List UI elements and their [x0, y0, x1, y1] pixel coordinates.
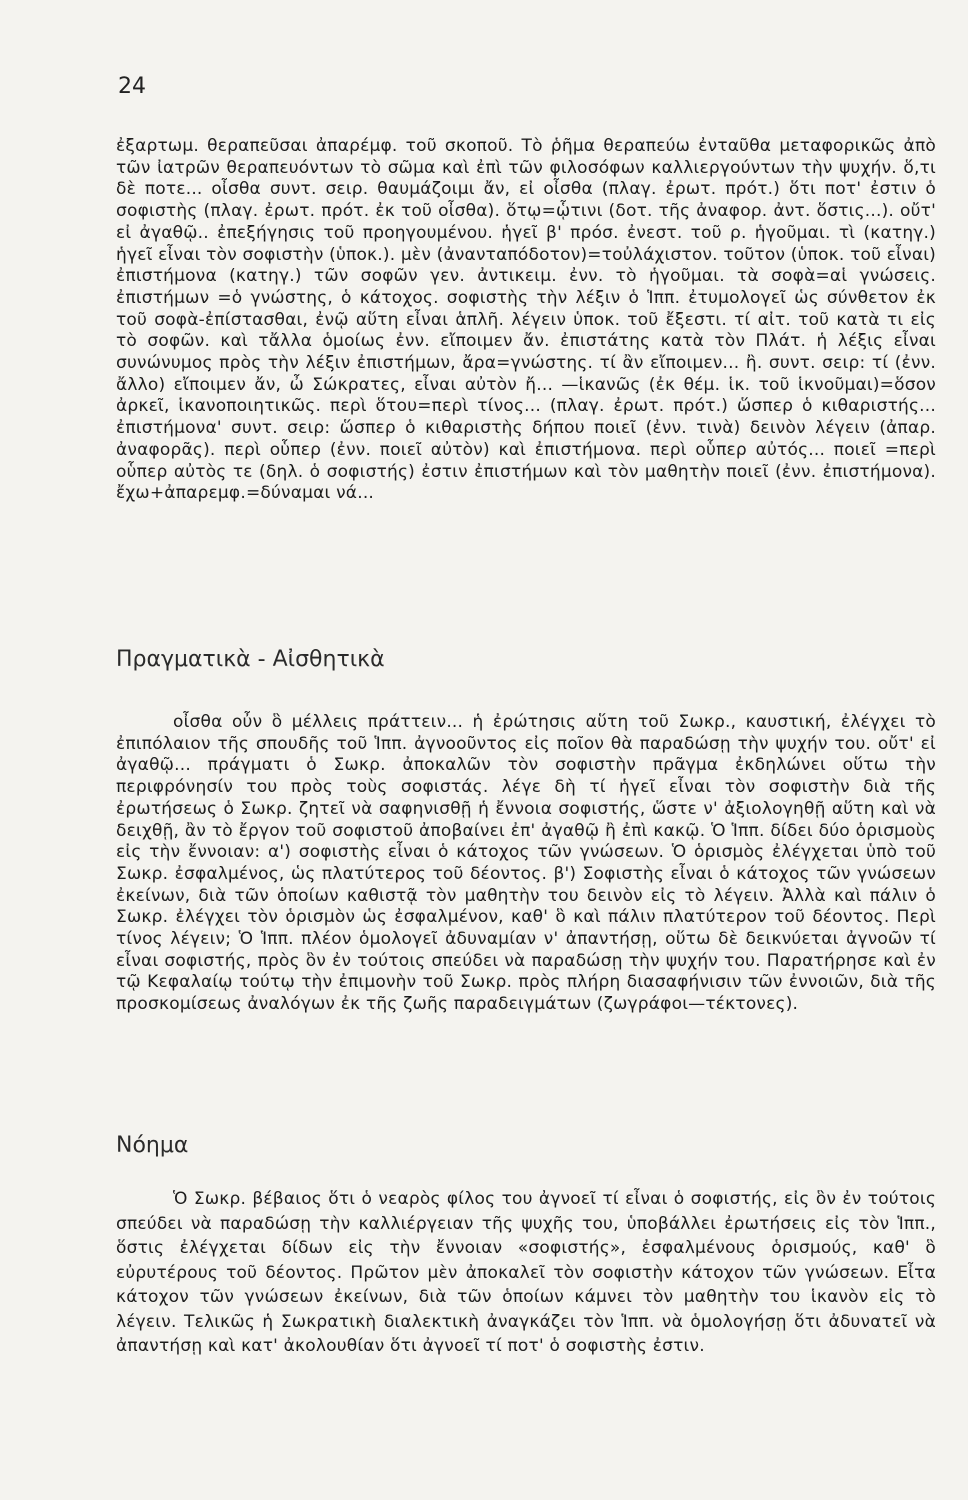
section-heading-realia: Πραγματικὰ - Αἰσθητικὰ	[116, 647, 385, 672]
page-number: 24	[118, 74, 146, 99]
commentary-paragraph: ἐξαρτωμ. θεραπεῦσαι ἀπαρέμφ. τοῦ σκοποῦ. Τὸ ῥῆμα θεραπεύω ἐνταῦθα μεταφορικῶς ἀπὸ τῶν ἰατρῶν θεραπευόντων τὸ σῶμα καὶ ἐπὶ τῶν φιλοσόφων καλλιεργούντων τὴν ψυχήν. ὅ,τι δὲ ποτε... οἶσθα συντ. σειρ. θαυμάζοιμι ἄν, εἰ οἶσθα (πλαγ. ἐρωτ. πρότ.) ὅτι ποτ' ἐστιν ὁ σοφιστὴς (πλαγ. ἐρωτ. πρότ. ἐκ τοῦ οἶσθα). ὅτῳ=ᾧτινι (δοτ. τῆς ἀναφορ. ἀντ. ὅστις...). οὔτ' εἰ ἀγαθῷ.. ἐπεξήγησις τοῦ προηγουμένου. ἡγεῖ β' πρόσ. ἐνεστ. τοῦ ρ. ἡγοῦμαι. τὶ (κατηγ.) ἡγεῖ εἶναι τὸν σοφιστὴν (ὑποκ.). μὲν (ἀνανταπόδοτον)=τοὐλάχιστον. τοῦτον (ὑποκ. τοῦ εἶναι) ἐπιστήμονα (κατηγ.) τῶν σοφῶν γεν. ἀντικειμ. ἐνν. τὸ ἡγοῦμαι. τὰ σοφὰ=αἱ γνώσεις. ἐπιστήμων =ὁ γνώστης, ὁ κάτοχος. σοφιστὴς τὴν λέξιν ὁ Ἱππ. ἐτυμολογεῖ ὡς σύνθετον ἐκ τοῦ σοφὰ-ἐπίστασθαι, ἐνῷ αὕτη εἶναι ἁπλῆ. λέγειν ὑποκ. τοῦ ἔξεστι. τί αἰτ. τοῦ κατὰ τι εἰς τὸ σοφῶν. καὶ τἄλλα ὁμοίως ἐνν. εἴποιμεν ἄν. ἐπιστάτης κατὰ τὸν Πλάτ. ἡ λέξις εἶναι συνώνυμος πρὸς τὴν λέξιν ἐπιστήμων, ἄρα=γνώστης. τί ἂν εἴποιμεν... ἢ. συντ. σειρ: τί (ἐνν. ἄλλο) εἴποιμεν ἄν, ὦ Σώκρατες, εἶναι αὐτὸν ἤ... —ἱκανῶς (ἐκ θέμ. ἱκ. τοῦ ἱκνοῦμαι)=ὅσον ἀρκεῖ, ἱκανοποιητικῶς. περὶ ὅτου=περὶ τίνος... (πλαγ. ἐρωτ. πρότ.) ὥσπερ ὁ κιθαριστής... ἐπιστήμονα' συντ. σειρ: ὥσπερ ὁ κιθαριστὴς δήπου ποιεῖ (ἐνν. τινὰ) δεινὸν λέγειν (ἀπαρ. ἀναφορᾶς). περὶ οὗπερ (ἐνν. ποιεῖ αὐτὸν) καὶ ἐπιστήμονα. περὶ οὗπερ αὐτός... ποιεῖ =περὶ οὗπερ αὐτὸς τε (δηλ. ὁ σοφιστής) ἐστιν ἐπιστήμων καὶ τὸν μαθητὴν ποιεῖ (ἐνν. ἐπιστήμονα). ἔχω+ἀπαρεμφ.=δύναμαι νά...	[116, 136, 937, 504]
section-heading-meaning: Νόημα	[116, 1133, 189, 1158]
meaning-paragraph: Ὁ Σωκρ. βέβαιος ὅτι ὁ νεαρὸς φίλος του ἀγνοεῖ τί εἶναι ὁ σοφιστής, εἰς ὃν ἐν τούτοις σπεύδει νὰ παραδώσῃ τὴν καλλιέργειαν τῆς ψυχῆς του, ὑποβάλλει ἐρωτήσεις εἰς τὸν Ἱππ., ὅστις ἐλέγχεται δίδων εἰς τὴν ἔννοιαν «σοφιστής», ἐσφαλμένους ὁρισμούς, καθ' ὃ εὐρυτέρους τοῦ δέοντος. Πρῶτον μὲν ἀποκαλεῖ τὸν σοφιστὴν κάτοχον τῶν γνώσεων. Εἶτα κάτοχον τῶν γνώσεων ἐκείνων, διὰ τῶν ὁποίων κάμνει τὸν μαθητὴν του ἱκανὸν εἰς τὸ λέγειν. Τελικῶς ἡ Σωκρατικὴ διαλεκτικὴ ἀναγκάζει τὸν Ἱππ. νὰ ὁμολογήσῃ ὅτι ἀδυνατεῖ νὰ ἀπαντήσῃ καὶ κατ' ἀκολουθίαν ὅτι ἀγνοεῖ τί ποτ' ὁ σοφιστὴς ἐστιν.	[116, 1189, 936, 1356]
realia-paragraph: οἶσθα οὖν ὃ μέλλεις πράττειν... ἡ ἐρώτησις αὕτη τοῦ Σωκρ., καυστική, ἐλέγχει τὸ ἐπιπόλαιον τῆς σπουδῆς τοῦ Ἱππ. ἀγνοοῦντος εἰς ποῖον θὰ παραδώσῃ τὴν ψυχήν του. οὔτ' εἰ ἀγαθῷ... πράγματι ὁ Σωκρ. ἀποκαλῶν τὸν σοφιστὴν πρᾶγμα ἐκδηλώνει οὕτω τὴν περιφρόνησίν του πρὸς τοὺς σοφιστάς. λέγε δὴ τί ἡγεῖ εἶναι τὸν σοφιστὴν διὰ τῆς ἐρωτήσεως ὁ Σωκρ. ζητεῖ νὰ σαφηνισθῇ ἡ ἔννοια σοφιστής, ὥστε ν' ἀξιολογηθῇ αὕτη καὶ νὰ δειχθῇ, ἂν τὸ ἔργον τοῦ σοφιστοῦ ἀποβαίνει ἐπ' ἀγαθῷ ἢ ἐπὶ κακῷ. Ὁ Ἱππ. δίδει δύο ὁρισμοὺς εἰς τὴν ἔννοιαν: α') σοφιστὴς εἶναι ὁ κάτοχος τῶν γνώσεων. Ὁ ὁρισμὸς ἐλέγχεται ὑπὸ τοῦ Σωκρ. ἐσφαλμένος, ὡς πλατύτερος τοῦ δέοντος. β') Σοφιστὴς εἶναι ὁ κάτοχος τῶν γνώσεων ἐκείνων, διὰ τῶν ὁποίων καθιστᾷ τὸν μαθητὴν του δεινὸν εἰς τὸ λέγειν. Ἀλλὰ καὶ πάλιν ὁ Σωκρ. ἐλέγχει τὸν ὁρισμὸν ὡς ἐσφαλμένον, καθ' ὃ καὶ πάλιν πλατύτερον τοῦ δέοντος. Περὶ τίνος λέγειν; Ὁ Ἱππ. πλέον ὁμολογεῖ ἀδυναμίαν ν' ἀπαντήσῃ, οὕτω δὲ δεικνύεται ἀγνοῶν τί εἶναι σοφιστής, πρὸς ὃν ἐν τούτοις σπεύδει νὰ παραδώσῃ τὴν ψυχήν του. Παρατήρησε καὶ ἐν τῷ Κεφαλαίῳ τούτῳ τὴν ἐπιμονὴν τοῦ Σωκρ. πρὸς πλήρη διασαφήνισιν τῶν ἐννοιῶν, διὰ τῆς προσκομίσεως ἀναλόγων ἐκ τῆς ζωῆς παραδειγμάτων (ζωγράφοι—τέκτονες).	[116, 712, 936, 1015]
